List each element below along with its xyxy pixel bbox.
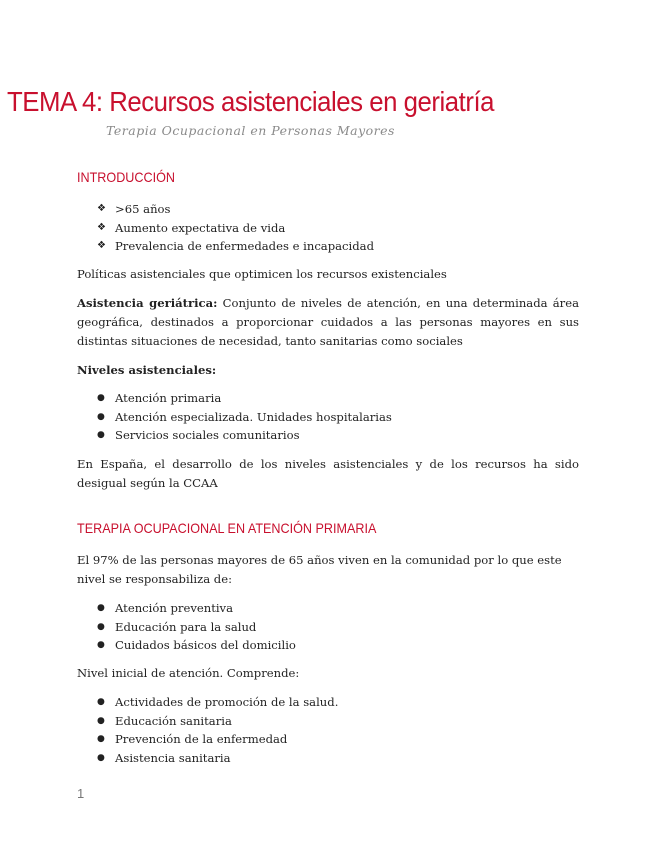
page-subtitle: Terapia Ocupacional en Personas Mayores <box>106 123 395 138</box>
list-item: ● Cuidados básicos del domicilio <box>77 636 296 655</box>
dot-bullet-icon: ● <box>97 715 105 726</box>
dot-bullet-icon: ● <box>97 393 105 403</box>
list-item: ● Atención especializada. Unidades hospitalarias <box>77 408 392 427</box>
dot-bullet-icon: ● <box>97 734 105 744</box>
list-item: ● Atención primaria <box>77 389 392 408</box>
dot-bullet-icon: ● <box>97 752 105 763</box>
dot-bullet-icon: ● <box>97 411 105 422</box>
dot-bullet-icon: ● <box>97 697 105 707</box>
list-item: ❖ >65 años <box>77 200 374 219</box>
paragraph-espana-ccaa: En España, el desarrollo de los niveles asistenciales y de los recursos ha sido desigual según la CCAA <box>77 457 579 490</box>
paragraph-nivel-inicial: Nivel inicial de atención. Comprende: <box>77 666 300 680</box>
dot-bullet-icon: ● <box>97 430 105 440</box>
definition-asistencia-geriatrica: Conjunto de niveles de atención, en una determinada área geográfica, destinados a proporcionar cuidados a las personas mayores en sus distintas situaciones de necesidad, tanto sanitarias como sociales <box>77 296 580 348</box>
heading-niveles-asistenciales: Niveles asistenciales: <box>77 363 217 377</box>
list-item: ● Asistencia sanitaria <box>77 749 338 768</box>
list-item: ❖ Prevalencia de enfermedades e incapacidad <box>77 237 374 256</box>
list-item: ● Atención preventiva <box>77 599 296 618</box>
diamond-bullet-icon: ❖ <box>97 240 106 251</box>
page-number: 1 <box>77 786 85 801</box>
list-item: ● Educación sanitaria <box>77 712 338 731</box>
diamond-bullet-icon: ❖ <box>97 203 106 214</box>
comprende-list <box>77 693 338 767</box>
paragraph-politicas: Políticas asistenciales que optimicen los recursos existenciales <box>77 267 447 281</box>
list-item: ● Educación para la salud <box>77 618 296 637</box>
list-item: ● Prevención de la enfermedad <box>77 730 338 749</box>
term-asistencia-geriatrica: Asistencia geriátrica: <box>77 296 218 310</box>
intro-list <box>77 200 374 256</box>
dot-bullet-icon: ● <box>97 621 105 632</box>
diamond-bullet-icon: ❖ <box>97 221 106 233</box>
heading-terapia-ocupacional: TERAPIA OCUPACIONAL EN ATENCIÓN PRIMARIA <box>77 520 377 536</box>
list-item: ● Actividades de promoción de la salud. <box>77 693 338 712</box>
dot-bullet-icon: ● <box>97 603 105 613</box>
page-title: TEMA 4: Recursos asistenciales en geriatría <box>6 86 495 117</box>
paragraph-97-por-ciento: El 97% de las personas mayores de 65 años viven en la comunidad por lo que este nivel se responsabiliza de: <box>77 553 562 586</box>
dot-bullet-icon: ● <box>97 640 105 650</box>
levels-list <box>77 389 392 445</box>
paragraph-asistencia-geriatrica <box>77 294 579 351</box>
heading-introduccion: INTRODUCCIÓN <box>77 169 176 185</box>
list-item: ● Servicios sociales comunitarios <box>77 426 392 445</box>
responsibilities-list <box>77 599 296 655</box>
list-item: ❖ Aumento expectativa de vida <box>77 219 374 238</box>
